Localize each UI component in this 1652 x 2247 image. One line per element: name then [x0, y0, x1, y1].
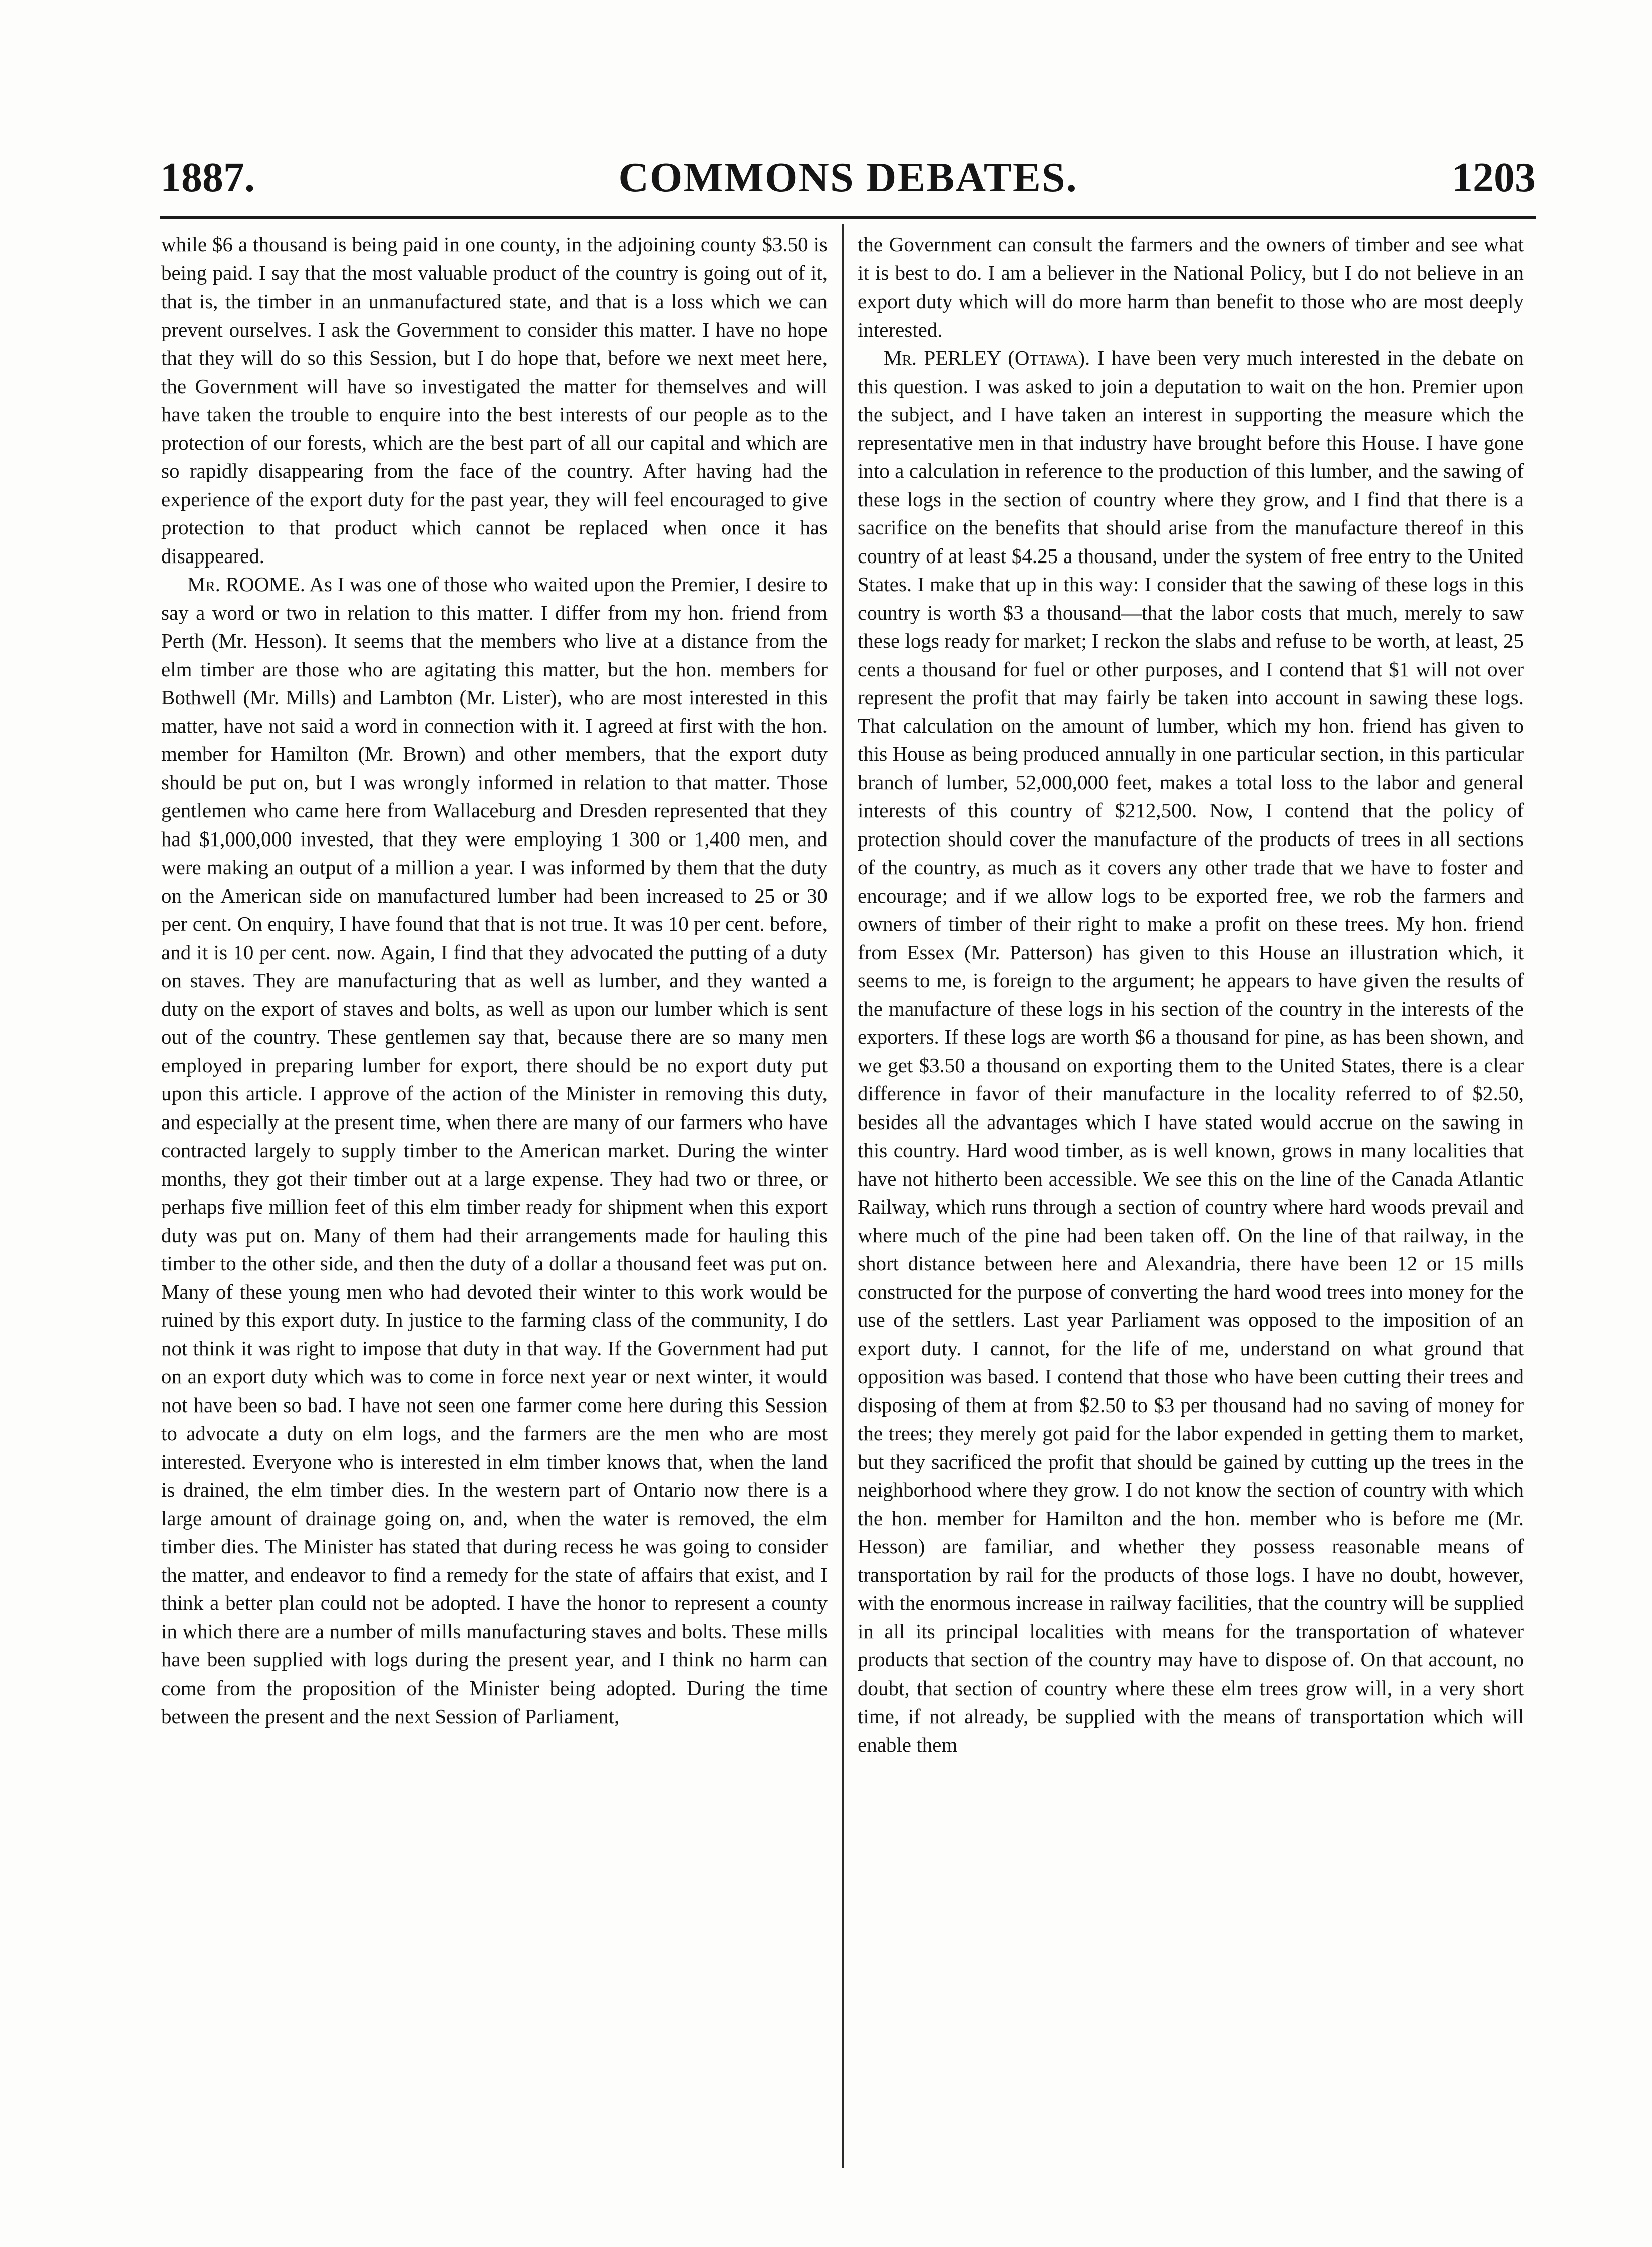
right-paragraph-1: the Government can consult the farmers and the owners of timber and see what it is best to do. I am a believer in the National Policy, but I do not believe in an export duty which will do more harm than benefit to those who are most deeply interested.	[858, 233, 1524, 341]
page-header	[160, 150, 1536, 205]
speech-text: As I was one of those who waited upon the Premier, I desire to say a word or two in relation to this matter. I differ from my hon. friend from Perth (Mr. Hesson). It seems that the members who live at a distance from the elm timber are those who are agitating this matter, but the hon. members for Bothwell (Mr. Mills) and Lambton (Mr. Lister), who are most interested in this matter, have not said a word in connection with it. I agreed at first with the hon. member for Hamilton (Mr. Brown) and other members, that the export duty should be put on, but I was wrongly informed in relation to that matter. Those gentlemen who came here from Wallaceburg and Dresden represented that they had $1,000,000 invested, that they were employing 1 300 or 1,400 men, and were making an output of a million a year. I was informed by them that the duty on the American side on manufactured lumber had been increased to 25 or 30 per cent. On enquiry, I have found that that is not true. It was 10 per cent. before, and it is 10 per cent. now. Again, I find that they advocated the putting of a duty on staves. They are manufacturing that as well as lumber, and they wanted a duty on the export of staves and bolts, as well as upon our lumber which is sent out of the country. These gentlemen say that, because there are so many men employed in preparing lumber for export, there should be no export duty put upon this article. I approve of the action of the Minister in removing this duty, and especially at the present time, when there are many of our farmers who have contracted largely to supply timber to the American market. During the winter months, they got their timber out at a large expense. They had two or three, or perhaps five million feet of this elm timber ready for shipment when this export duty was put on. Many of them had their arrangements made for hauling this timber to the other side, and then the duty of a dollar a thousand feet was put on. Many of these young men who had devoted their winter to this work would be ruined by this export duty. In justice to the farming class of the community, I do not think it was right to impose that duty in that way. If the Government had put on an export duty which was to come in force next year or next winter, it would not have been so bad. I have not seen one farmer come here during this Session to advocate a duty on elm logs, and the farmers are the men who are most interested. Everyone who is interested in elm timber knows that, when the land is drained, the elm timber dies. In the western part of Ontario now there is a large amount of drainage going on, and, when the water is removed, the elm timber dies. The Minister has stated that during recess he was going to consider the matter, and endeavor to find a remedy for the state of affairs that exist, and I think a better plan could not be adopted. I have the honor to represent a county in which there are a number of mills manufacturing staves and bolts. These mills have been supplied with logs during the present year, and I think no harm can come from the proposition of the Minister being adopted. During the time between the present and the next Session of Parliament,	[161, 573, 828, 1728]
left-column	[161, 230, 828, 2174]
speaker-name: Mr. PERLEY (Ottawa).	[884, 346, 1090, 369]
header-rule	[160, 216, 1536, 219]
header-title: COMMONS DEBATES.	[618, 154, 1078, 201]
speech-text: I have been very much interested in the debate on this question. I was asked to join a deputation to wait on the hon. Premier upon the subject, and I have taken an interest in supporting the measure which the representative men in that industry have brought before this House. I have gone into a calculation in reference to the production of this lumber, and the sawing of these logs in the section of country where they grow, and I find that there is a sacrifice on the benefits that should arise from the manufacture thereof in this country of at least $4.25 a thousand, under the system of free entry to the United States. I make that up in this way: I consider that the sawing of these logs in this country is worth $3 a thousand—that the labor costs that much, merely to saw these logs ready for market; I reckon the slabs and refuse to be worth, at least, 25 cents a thousand for fuel or other purposes, and I contend that $1 will not over represent the profit that may fairly be taken into account in sawing these logs. That calculation on the amount of lumber, which my hon. friend has given to this House as being produced annually in one particular section, in this particular branch of lumber, 52,000,000 feet, makes a total loss to the labor and general interests of this country of $212,500. Now, I contend that the policy of protection should cover the manufacture of the products of trees in all sections of the country, as much as it covers any other trade that we have to foster and encourage; and if we allow logs to be exported free, we rob the farmers and owners of timber of their right to make a profit on these trees. My hon. friend from Essex (Mr. Patterson) has given to this House an illustration which, it seems to me, is foreign to the argument; he appears to have given the results of the manufacture of these logs in his section of the country in the interests of the exporters. If these logs are worth $6 a thousand for pine, as has been shown, and we get $3.50 a thousand on exporting them to the United States, there is a clear difference in favor of their manufacture in the locality referred to of $2.50, besides all the advantages which I have stated would accrue on the sawing in this country. Hard wood timber, as is well known, grows in many localities that have not hitherto been accessible. We see this on the line of the Canada Atlantic Railway, which runs through a section of country where hard woods prevail and where much of the pine had been taken off. On the line of that railway, in the short distance between here and Alexandria, there have been 12 or 15 mills constructed for the purpose of converting the hard wood trees into money for the use of the settlers. Last year Parliament was opposed to the imposition of an export duty. I cannot, for the life of me, understand on what ground that opposition was based. I contend that those who have been cutting their trees and disposing of them at from $2.50 to $3 per thousand had no saving of money for the trees; they merely got paid for the labor expended in getting them to market, but they sacrificed the profit that should be gained by cutting up the trees in the neighborhood where they grow. I do not know the section of country with which the hon. member for Hamilton and the hon. member who is before me (Mr. Hesson) are familiar, and whether they possess reasonable means of transportation by rail for the products of those logs. I have no doubt, however, with the enormous increase in railway facilities, that the country will be supplied in all its principal localities with means for the transportation of whatever products that section of the country may have to dispose of. On that account, no doubt, that section of country where these elm trees grow will, in a very short time, if not already, be supplied with the means of transportation which will enable them	[858, 346, 1524, 1756]
column-divider	[842, 224, 844, 2168]
right-column	[858, 230, 1524, 2174]
left-paragraph-1: while $6 a thousand is being paid in one county, in the adjoining county $3.50 is being paid. I say that the most valuable product of the country is going out of it, that is, the timber in an unmanufactured state, and that is a loss which we can prevent ourselves. I ask the Government to consider this matter. I have no hope that they will do so this Session, but I do hope that, before we next meet here, the Government will have so investigated the matter for themselves and will have taken the trouble to enquire into the best interests of our people as to the protection of our forests, which are the best part of all our capital and which are so rapidly disappearing from the face of the country. After having had the experience of the export duty for the past year, they will feel encouraged to give protection to that product which cannot be replaced when once it has disappeared.	[161, 233, 828, 568]
right-paragraph-2	[858, 344, 1524, 1759]
left-paragraph-2	[161, 570, 828, 1731]
header-page-number: 1203	[1452, 154, 1536, 201]
speaker-name: Mr. ROOME.	[187, 573, 305, 596]
header-year: 1887.	[160, 154, 255, 201]
